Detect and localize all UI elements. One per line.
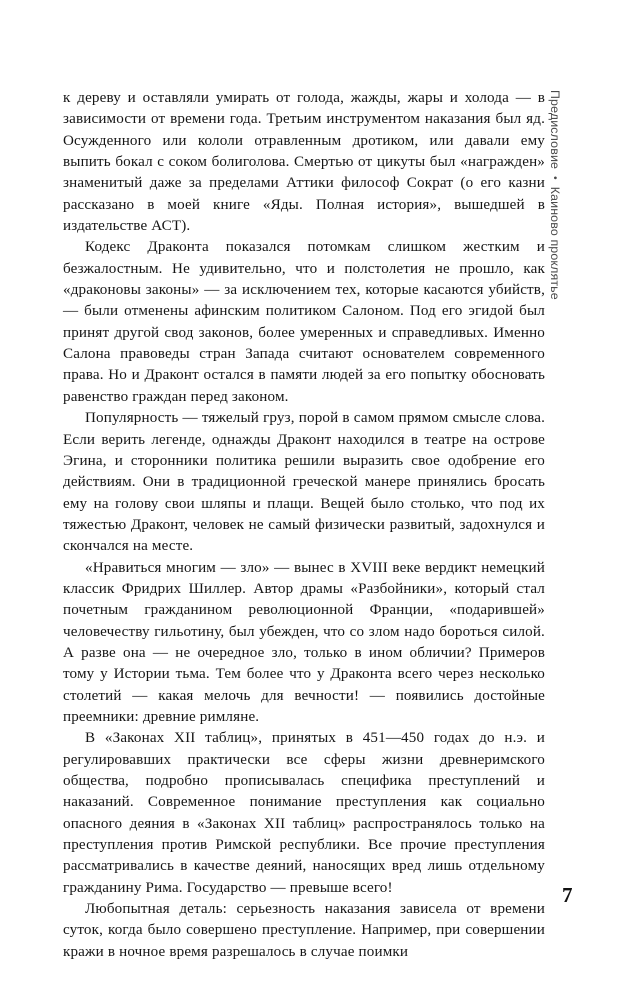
paragraph-schiller: «Нравиться многим — зло» — вынес в XVIII веке вердикт немецкий классик Фридрих Шиллер. Автор драмы «Разбойники», который стал почетным гражданином революционной Франции, «подарившей» человечеству гильотину, был убежден, что со злом надо бороться силой. А разве она — не очередное зло, только в ином обличии? Примеров тому у Истории тьма. Тем более что у Драконта всего через несколько столетий — какая мелочь для вечности! — появились достойные преемники: древние римляне. [63, 559, 545, 725]
paragraph-twelve-tables: В «Законах XII таблиц», принятых в 451—450 годах до н.э. и регулировавших практически все сферы жизни древнеримского общества, подробно прописывалась специфика преступлений и наказаний. Современное понимание преступления как социально опасного деяния в «Законах XII таблиц» распространялось только на преступления против Римской республики. Все прочие преступления рассматривались в качестве деяний, наносящих вред лишь отдельному гражданину Рима. Государство — превыше всего! [63, 730, 545, 896]
paragraph-continued: к дереву и оставляли умирать от голода, жажды, жары и холода — в зависимости от времени года. Третьим инструментом наказания был яд. Осужденного или кололи отравленным дротиком, или давали ему выпить бокал с соком болиголова. Смертью от цикуты был «награжден» знаменитый даже за пределами Аттики философ Сократ (о его казни рассказано в моей книге «Яды. Полная история», вышедшей в издательстве АСТ). [63, 90, 545, 235]
running-head-chapter: Каиново проклятье [548, 186, 562, 300]
running-head [547, 90, 563, 360]
running-head-section: Предисловие [548, 90, 562, 170]
body-text-column [63, 88, 545, 963]
paragraph-popularity: Популярность — тяжелый груз, порой в самом прямом смысле слова. Если верить легенде, однажды Драконт находился в театре на острове Эгина, и сторонники политика решили выразить свое одобрение его действиям. Они в традиционной греческой манере принялись бросать ему на голову свои шляпы и плащи. Вещей было столько, что под их тяжестью Драконт, человек не самый физически развитый, задохнулся и скончался на месте. [63, 410, 545, 555]
page-number: 7 [562, 883, 573, 907]
paragraph-curious-detail: Любопытная деталь: серьезность наказания зависела от времени суток, когда было совершено преступление. Например, при совершении кражи в ночное время разрешалось в случае поимки [63, 901, 545, 960]
running-head-separator-bullet-icon: • [549, 176, 560, 180]
paragraph-draco-code: Кодекс Драконта показался потомкам слишком жестким и безжалостным. Не удивительно, что и полстолетия не прошло, как «драконовы законы» — за исключением тех, которые касаются убийств, — были отменены афинским политиком Салоном. Под его эгидой был принят другой свод законов, более умеренных и справедливых. Именно Салона правоведы стран Запада считают основателем современного права. Но и Драконт остался в памяти людей за его попытку обосновать равенство граждан перед законом. [63, 239, 545, 405]
